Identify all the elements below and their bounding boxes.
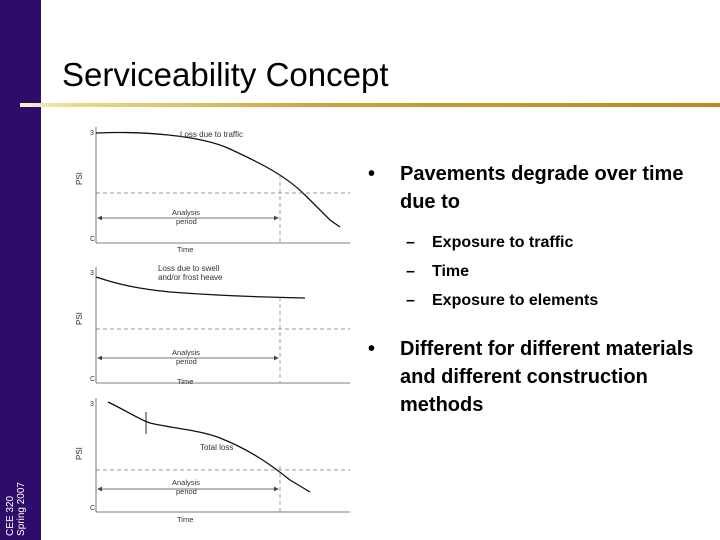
x-axis-label: Time — [177, 377, 194, 386]
serviceability-diagram — [60, 115, 360, 530]
sub-list — [368, 228, 713, 315]
sub-text: Time — [432, 263, 470, 280]
panel-swell — [75, 264, 350, 386]
y-axis-label: PSI — [75, 312, 84, 325]
curve-label: Loss due to swell and/or frost heave — [158, 264, 223, 282]
analysis-label: Analysis period — [172, 348, 200, 366]
y-top-tick: 3 — [90, 401, 94, 408]
course-code: CEE 320 — [5, 495, 16, 536]
bullet-text: Different for different materials and different construction methods — [400, 338, 694, 416]
y-bottom-tick: C — [90, 236, 96, 243]
course-label — [5, 482, 37, 536]
bullet-mark: • — [368, 163, 376, 185]
sub-mark: – — [406, 292, 415, 309]
curve-label: Total loss — [200, 443, 234, 452]
bullet-materials — [368, 335, 713, 419]
sub-item-time — [368, 257, 713, 286]
y-top-tick: 3 — [90, 130, 94, 137]
bullet-mark: • — [368, 338, 376, 360]
analysis-label: Analysis period — [172, 208, 200, 226]
y-bottom-tick: C — [90, 376, 96, 383]
sub-text: Exposure to elements — [432, 292, 599, 309]
x-axis-label: Time — [177, 515, 194, 524]
sidebar-band — [0, 0, 41, 540]
sub-item-elements — [368, 286, 713, 315]
sub-mark: – — [406, 263, 415, 280]
curve-traffic — [96, 133, 340, 227]
bullet-degrade — [368, 160, 713, 216]
sub-item-traffic — [368, 228, 713, 257]
sub-mark: – — [406, 234, 415, 251]
curve-label: Loss due to traffic — [180, 130, 243, 139]
bullet-text: Pavements degrade over time due to — [400, 163, 684, 213]
course-term: Spring 2007 — [16, 482, 27, 536]
y-top-tick: 3 — [90, 270, 94, 277]
y-axis-label: PSI — [75, 172, 84, 185]
y-bottom-tick: C — [90, 505, 96, 512]
sub-text: Exposure to traffic — [432, 234, 574, 251]
panel-total — [75, 398, 350, 524]
y-axis-label: PSI — [75, 447, 84, 460]
title-underline — [20, 103, 720, 107]
panel-traffic — [75, 127, 350, 254]
slide-title: Serviceability Concept — [62, 56, 389, 93]
x-axis-label: Time — [177, 245, 194, 254]
bullet-list — [368, 160, 713, 419]
analysis-label: Analysis period — [172, 478, 200, 496]
